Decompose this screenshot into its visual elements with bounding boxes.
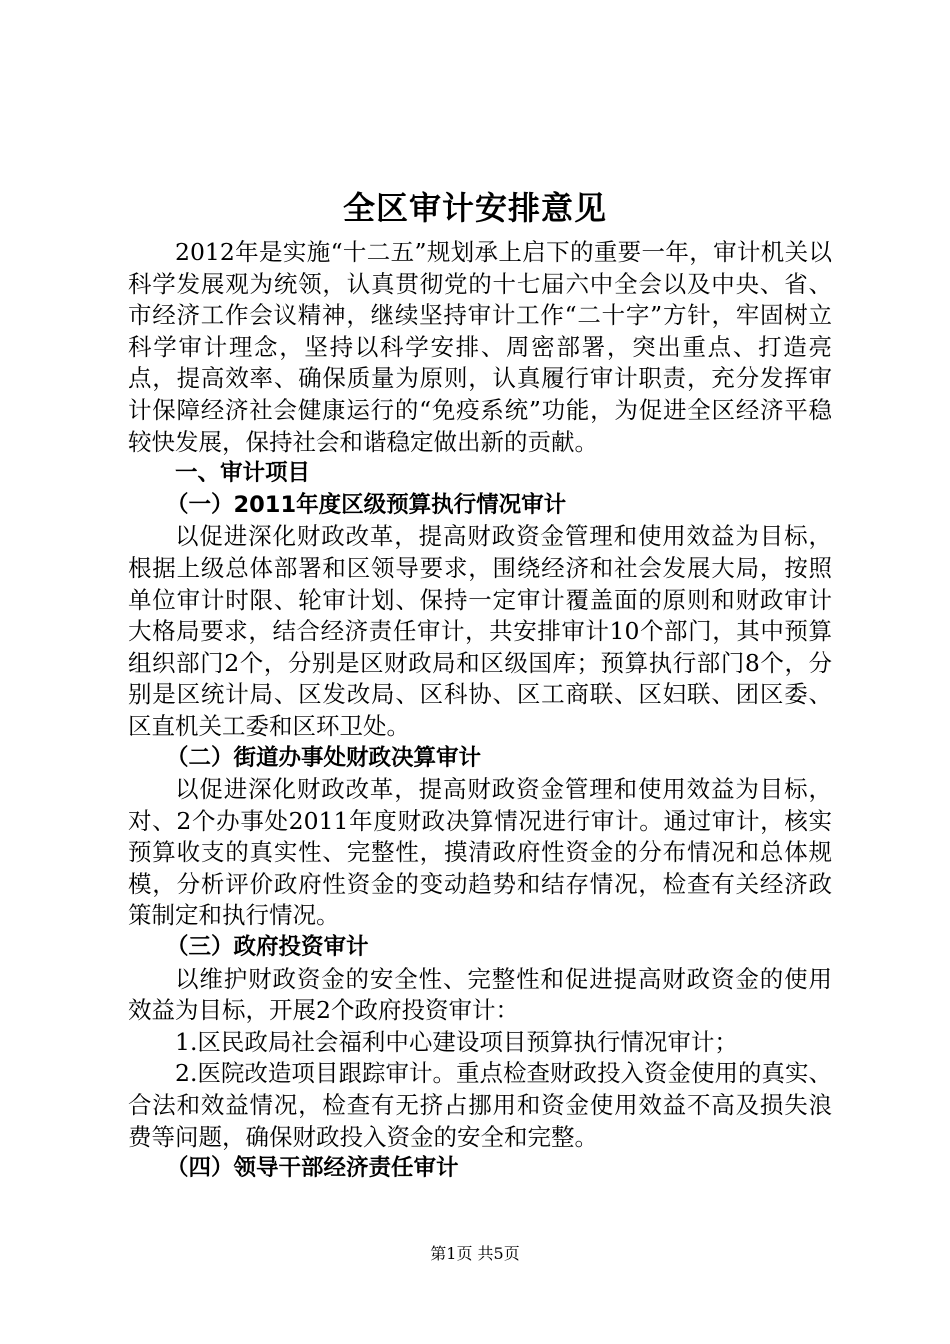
subsection-body-1: 以促进深化财政改革，提高财政资金管理和使用效益为目标，根据上级总体部署和区领导要求，围绕经济和社会发展大局，按照单位审计时限、轮审计划、保持一定审计覆盖面的原则和财政审计大格局要求，结合经济责任审计，共安排审计10个部门，其中预算组织部门2个，分别是区财政局和区级国库；预算执行部门8个，分别是区统计局、区发改局、区科协、区工商联、区妇联、团区委、区直机关工委和区环卫处。 (128, 522, 832, 740)
subsection-heading-4: （四）领导干部经济责任审计 (166, 1155, 459, 1182)
subsection-3-item-1: 1.区民政局社会福利中心建设项目预算执行情况审计； (175, 1027, 738, 1056)
section-heading-audit-projects: 一、审计项目 (175, 460, 311, 487)
page-number-footer: 第1页 共5页 (430, 1244, 520, 1263)
subsection-body-2: 以促进深化财政改革，提高财政资金管理和使用效益为目标，对、2个办事处2011年度财政决算情况进行审计。通过审计，核实预算收支的真实性、完整性，摸清政府性资金的分布情况和总体规模，分析评价政府性资金的变动趋势和结存情况，检查有关经济政策制定和执行情况。 (128, 775, 832, 930)
subsection-heading-2: （二）街道办事处财政决算审计 (166, 744, 482, 771)
document-title: 全区审计安排意见 (342, 189, 607, 227)
document-body (128, 237, 832, 1185)
intro-paragraph: 2012年是实施“十二五”规划承上启下的重要一年，审计机关以科学发展观为统领，认真贯彻党的十七届六中全会以及中央、省、市经济工作会议精神，继续坚持审计工作“二十字”方针，牢固树立科学审计理念，坚持以科学安排、周密部署，突出重点、打造亮点，提高效率、确保质量为原则，认真履行审计职责，充分发挥审计保障经济社会健康运行的“免疫系统”功能，为促进全区经济平稳较快发展，保持社会和谐稳定做出新的贡献。 (128, 238, 832, 456)
subsection-body-3: 以维护财政资金的安全性、完整性和促进提高财政资金的使用效益为目标，开展2个政府投资审计： (128, 964, 832, 1025)
subsection-heading-3: （三）政府投资审计 (166, 934, 369, 961)
subsection-3-item-2: 2.医院改造项目跟踪审计。重点检查财政投入资金使用的真实、合法和效益情况，检查有无挤占挪用和资金使用效益不高及损失浪费等问题，确保财政投入资金的安全和完整。 (128, 1059, 832, 1151)
subsection-heading-1: （一）2011年度区级预算执行情况审计 (166, 491, 567, 518)
